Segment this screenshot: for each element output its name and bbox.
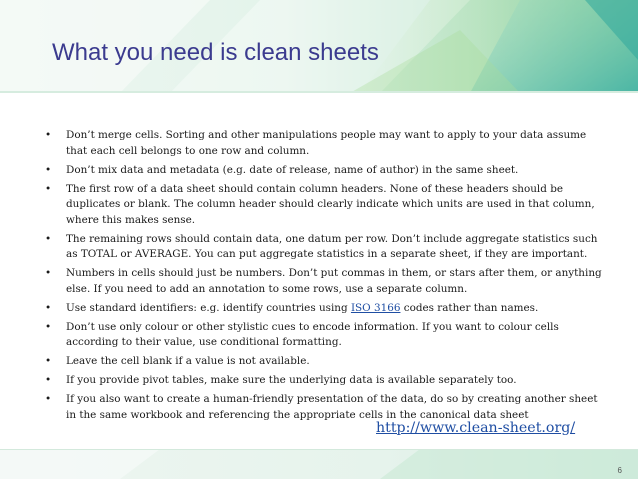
list-item xyxy=(45,266,605,297)
bullet-text: Don’t mix data and metadata (e.g. date of release, name of author) in the same sheet. xyxy=(66,163,519,176)
bullet-list xyxy=(45,128,605,427)
bullet-text: Don’t merge cells. Sorting and other manipulations people may want to apply to your data assume that each cell belongs to one row and column. xyxy=(66,129,587,157)
bullet-text-after-link: codes rather than names. xyxy=(400,301,539,314)
bullet-marker: • xyxy=(45,355,52,368)
footer-banner xyxy=(0,449,638,479)
list-item xyxy=(45,163,605,179)
list-item xyxy=(45,354,605,370)
list-item xyxy=(45,392,605,423)
list-item xyxy=(45,232,605,263)
bullet-text: The remaining rows should contain data, one datum per row. Don’t include aggregate statistics such as TOTAL or AVERAGE. You can put aggregate statistics in a separate sheet, if they are important. xyxy=(66,232,598,261)
bullet-text: If you provide pivot tables, make sure the underlying data is available separately too. xyxy=(66,374,517,387)
bullet-text-before-link: Use standard identifiers: e.g. identify countries using xyxy=(66,301,351,314)
clean-sheet-website-link[interactable]: http://www.clean-sheet.org/ xyxy=(376,420,576,436)
bullet-text: Don’t use only colour or other stylistic cues to encode information. If you want to colour cells according to their value, use conditional formatting. xyxy=(66,320,559,349)
bullet-marker: • xyxy=(45,129,52,141)
bullet-marker: • xyxy=(45,301,52,314)
bullet-text: Leave the cell blank if a value is not available. xyxy=(66,355,310,368)
bullet-marker: • xyxy=(45,232,52,245)
bullet-marker: • xyxy=(45,374,52,387)
bullet-marker: • xyxy=(45,182,52,195)
bullet-marker: • xyxy=(45,163,52,176)
list-item xyxy=(45,373,605,389)
bullet-marker: • xyxy=(45,393,52,406)
bullet-marker: • xyxy=(45,267,52,280)
iso-3166-link[interactable]: ISO 3166 xyxy=(350,301,401,314)
list-item xyxy=(45,182,605,229)
bullet-text: Numbers in cells should just be numbers. Don’t put commas in them, or stars after them, or anything else. If you need to add an annotation to some rows, use a separate column. xyxy=(66,267,602,295)
list-item xyxy=(45,128,605,159)
list-item xyxy=(45,320,605,351)
bullet-marker: • xyxy=(45,320,52,333)
bullet-text: If you also want to create a human-friendly presentation of the data, do so by creating another sheet in the same workbook and referencing the appropriate cells in the canonical data sheet xyxy=(66,393,598,422)
list-item xyxy=(45,301,605,317)
bullet-text: The first row of a data sheet should contain column headers. None of these headers should be duplicates or blank. The column header should clearly indicate which units are used in that column, where this makes sense. xyxy=(66,182,595,226)
page-number: 6 xyxy=(617,466,622,475)
slide-title: What you need is clean sheets xyxy=(52,39,379,66)
